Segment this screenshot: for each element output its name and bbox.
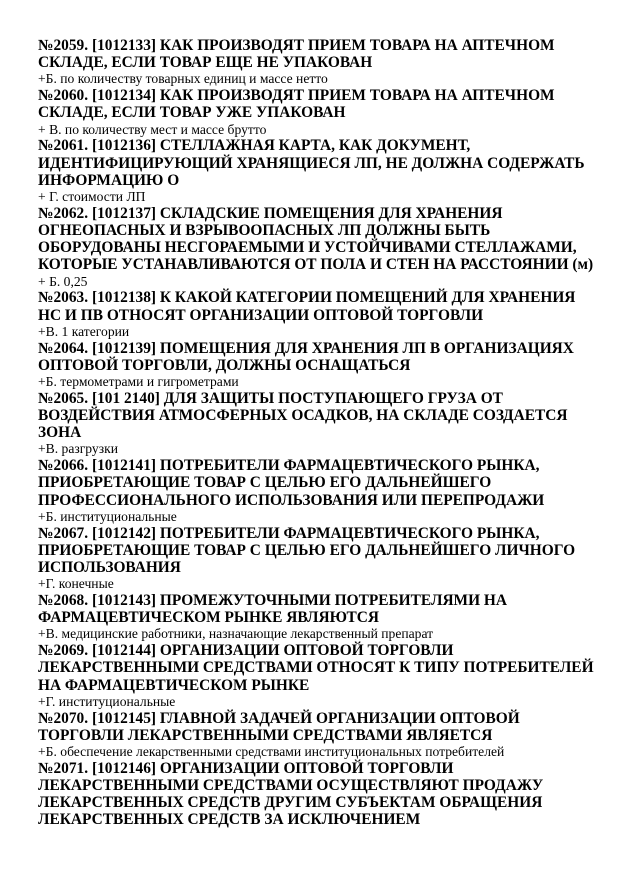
answer-text: +Г. институциональные — [38, 693, 176, 709]
question-text: №2064. [1012139] ПОМЕЩЕНИЯ ДЛЯ ХРАНЕНИЯ ЛП В ОРГАНИЗАЦИЯХ ОПТОВОЙ ТОРГОВЛИ, ДОЛЖНЫ ОСНАЩАТЬСЯ — [38, 339, 574, 374]
answer-text: + В. по количеству мест и массе брутто — [38, 121, 267, 137]
question-block-2060 — [38, 87, 598, 137]
question-text: №2070. [1012145] ГЛАВНОЙ ЗАДАЧЕЙ ОРГАНИЗАЦИИ ОПТОВОЙ ТОРГОВЛИ ЛЕКАРСТВЕННЫМИ СРЕДСТВАМИ ЯВЛЯЕТСЯ — [38, 709, 520, 744]
answer-text: + Б. 0,25 — [38, 273, 88, 289]
question-text: №2060. [1012134] КАК ПРОИЗВОДЯТ ПРИЕМ ТОВАРА НА АПТЕЧНОМ СКЛАДЕ, ЕСЛИ ТОВАР УЖЕ УПАКОВАН — [38, 87, 555, 122]
answer-text: +В. 1 категории — [38, 323, 130, 339]
question-block-2066 — [38, 457, 598, 524]
answer-text: + Г. стоимости ЛП — [38, 189, 146, 205]
question-block-2059 — [38, 37, 598, 87]
answer-text: +В. разгрузки — [38, 441, 118, 457]
question-text: №2066. [1012141] ПОТРЕБИТЕЛИ ФАРМАЦЕВТИЧЕСКОГО РЫНКА, ПРИОБРЕТАЮЩИЕ ТОВАР С ЦЕЛЬЮ ЕГО ДАЛЬНЕЙШЕГО ПРОФЕССИОНАЛЬНОГО ИСПОЛЬЗОВАНИЯ ИЛИ ПЕРЕПРОДАЖИ — [38, 457, 545, 509]
answer-text: +Б. обеспечение лекарственными средствами институциональных потребителей — [38, 744, 505, 760]
question-block-2065 — [38, 390, 598, 457]
question-block-2071 — [38, 760, 598, 829]
answer-text: +Г. конечные — [38, 576, 114, 592]
question-text: №2071. [1012146] ОРГАНИЗАЦИИ ОПТОВОЙ ТОРГОВЛИ ЛЕКАРСТВЕННЫМИ СРЕДСТВАМИ ОСУЩЕСТВЛЯЮТ ПРОДАЖУ ЛЕКАРСТВЕННЫХ СРЕДСТВ ДРУГИМ СУБЪЕКТАМ ОБРАЩЕНИЯ ЛЕКАРСТВЕННЫХ СРЕДСТВ ЗА ИСКЛЮЧЕНИЕМ — [38, 759, 544, 829]
question-text: №2059. [1012133] КАК ПРОИЗВОДЯТ ПРИЕМ ТОВАРА НА АПТЕЧНОМ СКЛАДЕ, ЕСЛИ ТОВАР ЕЩЕ НЕ УПАКОВАН — [38, 37, 555, 72]
question-block-2069 — [38, 642, 598, 709]
question-text: №2062. [1012137] СКЛАДСКИЕ ПОМЕЩЕНИЯ ДЛЯ ХРАНЕНИЯ ОГНЕОПАСНЫХ И ВЗРЫВООПАСНЫХ ЛП ДОЛЖНЫ БЫТЬ ОБОРУДОВАНЫ НЕСГОРАЕМЫМИ И УСТОЙЧИВАМИ СТЕЛЛАЖАМИ, КОТОРЫЕ УСТАНАВЛИВАЮТСЯ ОТ ПОЛА И СТЕН НА РАССТОЯНИИ (м) — [38, 204, 594, 274]
question-text: №2068. [1012143] ПРОМЕЖУТОЧНЫМИ ПОТРЕБИТЕЛЯМИ НА ФАРМАЦЕВТИЧЕСКОМ РЫНКЕ ЯВЛЯЮТСЯ — [38, 592, 507, 627]
question-text: №2061. [1012136] СТЕЛЛАЖНАЯ КАРТА, КАК ДОКУМЕНТ, ИДЕНТИФИЦИРУЮЩИЙ ХРАНЯЩИЕСЯ ЛП, НЕ ДОЛЖНА СОДЕРЖАТЬ ИНФОРМАЦИЮ О — [38, 137, 585, 189]
question-block-2070 — [38, 710, 598, 760]
answer-text: +Б. термометрами и гигрометрами — [38, 374, 239, 390]
answer-text: +Б. институциональные — [38, 508, 177, 524]
answer-text: +В. медицинские работники, назначающие лекарственный препарат — [38, 626, 434, 642]
question-text: №2069. [1012144] ОРГАНИЗАЦИИ ОПТОВОЙ ТОРГОВЛИ ЛЕКАРСТВЕННЫМИ СРЕДСТВАМИ ОТНОСЯТ К ТИПУ ПОТРЕБИТЕЛЕЙ НА ФАРМАЦЕВТИЧЕСКОМ РЫНКЕ — [38, 642, 594, 694]
document-page — [38, 37, 598, 829]
answer-text: +Б. по количеству товарных единиц и массе нетто — [38, 71, 328, 87]
question-text: №2067. [1012142] ПОТРЕБИТЕЛИ ФАРМАЦЕВТИЧЕСКОГО РЫНКА, ПРИОБРЕТАЮЩИЕ ТОВАР С ЦЕЛЬЮ ЕГО ДАЛЬНЕЙШЕГО ЛИЧНОГО ИСПОЛЬЗОВАНИЯ — [38, 524, 576, 577]
question-block-2063 — [38, 289, 598, 339]
question-block-2068 — [38, 592, 598, 642]
question-block-2064 — [38, 340, 598, 390]
question-block-2062 — [38, 205, 598, 290]
question-text: №2065. [101 2140] ДЛЯ ЗАЩИТЫ ПОСТУПАЮЩЕГО ГРУЗА ОТ ВОЗДЕЙСТВИЯ АТМОСФЕРНЫХ ОСАДКОВ, НА СКЛАДЕ СОЗДАЕТСЯ ЗОНА — [38, 389, 568, 442]
question-text: №2063. [1012138] К КАКОЙ КАТЕГОРИИ ПОМЕЩЕНИЙ ДЛЯ ХРАНЕНИЯ НС И ПВ ОТНОСЯТ ОРГАНИЗАЦИИ ОПТОВОЙ ТОРГОВЛИ — [38, 289, 576, 324]
question-block-2061 — [38, 137, 598, 204]
question-block-2067 — [38, 525, 598, 592]
